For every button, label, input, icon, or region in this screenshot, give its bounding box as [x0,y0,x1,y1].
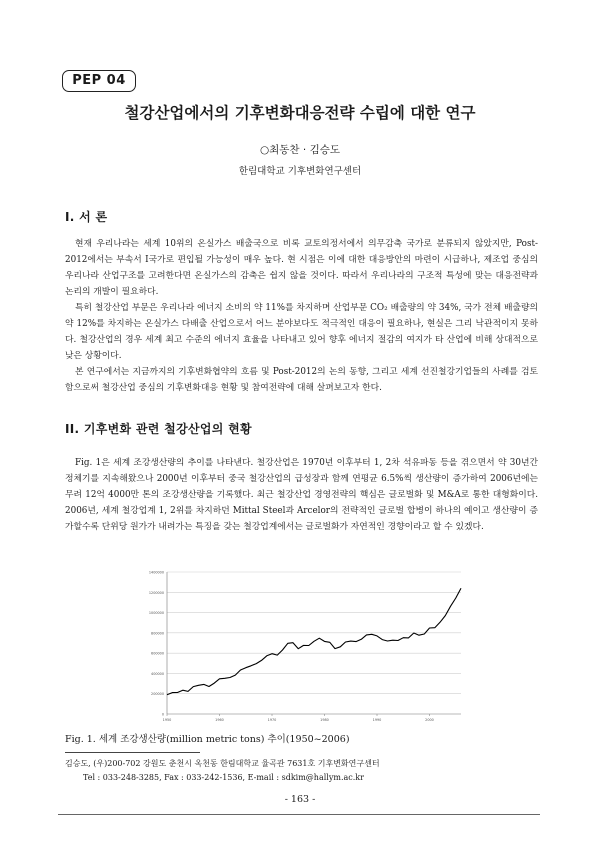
y-tick-label: 600000 [151,651,164,656]
authors: ○최동찬 · 김승도 [259,144,341,156]
section-heading-status: II. 기후변화 관련 철강산업의 현황 [65,422,252,436]
x-tick-label: 1990 [372,718,382,722]
paragraph: 특히 철강산업 부문은 우리나라 에너지 소비의 약 11%를 차지하며 산업부문 CO₂ 배출량의 약 34%, 국가 전체 배출량의 약 12%를 차지하는 온실가스 다배출 산업으로서 어느 분야보다도 적극적인 대응이 필요하나, 현실은 그리 낙관적이지 못하다. 철강산업의 경우 세계 최고 수준의 에너지 효율을 나타내고 있어 향후 에너지 절감의 여지가 타 산업에 비해 상대적으로 낮은 상황이다. [65,303,538,361]
production-series-line [167,588,461,695]
footnote-divider [65,752,200,753]
introduction-body [65,236,538,396]
x-tick-label: 1980 [320,718,329,722]
figure-caption: Fig. 1. 세계 조강생산량(million metric tons) 추이(1950~2006) [65,734,350,745]
steel-production-chart [133,566,468,729]
section-heading-introduction: I. 서 론 [65,210,108,224]
x-tick-label: 2000 [425,718,434,722]
paper-title: 철강산업에서의 기후변화대응전략 수립에 대한 연구 [124,104,476,122]
footnote-contact: Tel : 033-248-3285, Fax : 033-242-1536, E-mail : sdkim@hallym.ac.kr [83,773,364,782]
y-tick-label: 0 [161,712,164,717]
x-tick-label: 1960 [215,718,224,722]
footnote [65,757,380,785]
page-bottom-rule [58,814,540,815]
status-body [65,455,538,535]
paragraph: 현재 우리나라는 세계 10위의 온실가스 배출국으로 비록 교토의정서에서 의무감축 국가로 분류되지 않았지만, Post-2012에서는 부속서 I국가로 편입될 가능성이 매우 높다. 현 시점은 이에 대한 대응방안의 마련이 시급하나, 제조업 중심의 우리나라 산업구조를 고려한다면 온실가스의 감축은 쉽지 않을 것이다. 따라서 우리나라의 구조적 특성에 맞는 대응전략과 논리의 개발이 필요하다. [65,239,538,297]
x-tick-label: 1950 [162,718,172,722]
page-number: - 163 - [284,794,316,805]
x-tick-label: 1970 [267,718,277,722]
y-tick-label: 400000 [151,671,164,676]
y-tick-label: 1400000 [148,570,164,575]
affiliation: 한림대학교 기후변화연구센터 [238,166,362,177]
section-tag: PEP 04 [62,70,136,92]
footnote-address: 김승도, (우)200-702 강원도 춘천시 옥천동 한림대학교 율곡관 7631호 기후변화연구센터 [65,759,380,768]
paragraph: 본 연구에서는 지금까지의 기후변화협약의 흐름 및 Post-2012의 논의 동향, 그리고 세계 선진철강기업들의 사례를 검토함으로써 철강산업 중심의 기후변화대응 현황 및 참여전략에 대해 살펴보고자 한다. [65,367,538,393]
y-tick-label: 200000 [151,692,164,697]
y-tick-label: 1200000 [148,590,164,595]
y-tick-label: 1000000 [148,611,164,616]
y-tick-label: 800000 [151,631,164,636]
paragraph: Fig. 1은 세계 조강생산량의 추이를 나타낸다. 철강산업은 1970년 이후부터 1, 2차 석유파동 등을 겪으면서 약 30년간 정체기를 지속해왔으나 2000년 이후부터 중국 철강산업의 급성장과 함께 연평균 6.5%씩 생산량이 증가하여 2006년에는 무려 12억 4000만 톤의 조강생산량을 기록했다. 최근 철강산업 경영전략의 핵심은 글로벌화 및 M&A로 통한 대형화이다. 2006년, 세계 철강업계 1, 2위를 차지하던 Mittal Steel과 Arcelor의 전략적인 글로벌 합병이 하나의 예이고 생산량이 증가할수록 단위당 원가가 내려가는 특징을 갖는 철강업계에서는 글로벌화가 자연적인 경향이라고 할 수 있겠다. [65,458,538,532]
